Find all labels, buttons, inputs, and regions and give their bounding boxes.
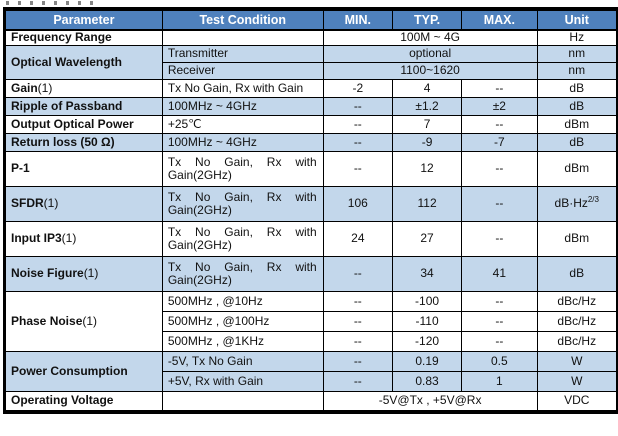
- condition-cell: Tx No Gain, Rx with Gain(2GHz): [162, 256, 323, 291]
- merged-value-cell: 100M ~ 4G: [323, 30, 537, 45]
- typ-value: ±1.2: [392, 97, 461, 115]
- condition-cell: Tx No Gain, Rx with Gain(2GHz): [162, 186, 323, 221]
- unit-cell: nm: [537, 45, 616, 62]
- max-value: --: [462, 151, 537, 186]
- condition-cell: Transmitter: [162, 45, 323, 62]
- condition-cell: Tx No Gain, Rx with Gain(2GHz): [162, 151, 323, 186]
- row-noise-figure: [6, 256, 617, 291]
- param-note: (1): [43, 196, 59, 210]
- param-cell: Ripple of Passband: [6, 97, 163, 115]
- max-value: --: [462, 79, 537, 97]
- unit-cell: dBm: [537, 221, 616, 256]
- min-value: --: [323, 291, 392, 311]
- unit-base: dB·Hz: [554, 196, 588, 210]
- spec-table-frame: [3, 7, 618, 414]
- unit-cell: W: [537, 371, 616, 391]
- max-value: --: [462, 291, 537, 311]
- max-value: -7: [462, 133, 537, 151]
- unit-superscript: 2/3: [587, 195, 599, 204]
- param-cell: [6, 186, 163, 221]
- param-label: SFDR: [11, 196, 44, 210]
- param-label: Input IP3: [11, 231, 62, 245]
- min-value: --: [323, 151, 392, 186]
- max-value: --: [462, 115, 537, 133]
- col-header-parameter: Parameter: [6, 11, 163, 31]
- param-cell: Return loss (50 Ω): [6, 133, 163, 151]
- unit-cell: Hz: [537, 30, 616, 45]
- col-header-max: MAX.: [462, 11, 537, 31]
- row-return-loss: [6, 133, 617, 151]
- max-value: ±2: [462, 97, 537, 115]
- row-gain: [6, 79, 617, 97]
- max-value: --: [462, 311, 537, 331]
- typ-value: 0.83: [392, 371, 461, 391]
- param-cell: Frequency Range: [6, 30, 163, 45]
- condition-cell: +5V, Rx with Gain: [162, 371, 323, 391]
- min-value: --: [323, 311, 392, 331]
- typ-value: 112: [392, 186, 461, 221]
- min-value: --: [323, 371, 392, 391]
- unit-cell: dB: [537, 133, 616, 151]
- condition-cell: [162, 30, 323, 45]
- max-value: --: [462, 331, 537, 351]
- condition-cell: Tx No Gain, Rx with Gain: [162, 79, 323, 97]
- unit-cell: dBc/Hz: [537, 291, 616, 311]
- unit-cell: dBc/Hz: [537, 311, 616, 331]
- param-cell: [6, 256, 163, 291]
- typ-value: -100: [392, 291, 461, 311]
- col-header-test-condition: Test Condition: [162, 11, 323, 31]
- min-value: --: [323, 97, 392, 115]
- typ-value: -120: [392, 331, 461, 351]
- col-header-unit: Unit: [537, 11, 616, 31]
- max-value: --: [462, 186, 537, 221]
- unit-cell: dBc/Hz: [537, 331, 616, 351]
- condition-cell: 500MHz , @10Hz: [162, 291, 323, 311]
- unit-cell: dB: [537, 79, 616, 97]
- typ-value: 7: [392, 115, 461, 133]
- typ-value: 0.19: [392, 351, 461, 371]
- typ-value: 12: [392, 151, 461, 186]
- condition-cell: Tx No Gain, Rx with Gain(2GHz): [162, 221, 323, 256]
- typ-value: 27: [392, 221, 461, 256]
- condition-cell: 500MHz , @1KHz: [162, 331, 323, 351]
- unit-cell: W: [537, 351, 616, 371]
- unit-cell: [537, 186, 616, 221]
- condition-cell: 100MHz ~ 4GHz: [162, 133, 323, 151]
- row-output-optical-power: [6, 115, 617, 133]
- param-label: Phase Noise: [11, 313, 83, 328]
- min-value: --: [323, 115, 392, 133]
- max-value: 41: [462, 256, 537, 291]
- condition-cell: +25℃: [162, 115, 323, 133]
- param-note: (1): [82, 313, 98, 328]
- condition-cell: 100MHz ~ 4GHz: [162, 97, 323, 115]
- condition-cell: 500MHz , @100Hz: [162, 311, 323, 331]
- clipped-text-remnant: [6, 1, 98, 5]
- row-input-ip3: [6, 221, 617, 256]
- unit-cell: VDC: [537, 391, 616, 410]
- param-label: Noise Figure: [11, 266, 84, 280]
- param-note: (1): [83, 266, 99, 280]
- merged-value-cell: optional: [323, 45, 537, 62]
- row-sfdr: [6, 186, 617, 221]
- unit-cell: dB: [537, 97, 616, 115]
- header-row: [6, 11, 617, 31]
- min-value: --: [323, 133, 392, 151]
- param-cell: [6, 221, 163, 256]
- row-optical-wavelength-transmitter: [6, 45, 617, 62]
- typ-value: 34: [392, 256, 461, 291]
- row-phase-noise-10hz: [6, 291, 617, 311]
- max-value: 0.5: [462, 351, 537, 371]
- unit-cell: nm: [537, 62, 616, 79]
- row-power-consumption-tx: [6, 351, 617, 371]
- row-ripple: [6, 97, 617, 115]
- condition-cell: Receiver: [162, 62, 323, 79]
- param-cell: [6, 79, 163, 97]
- min-value: --: [323, 256, 392, 291]
- min-value: 106: [323, 186, 392, 221]
- typ-value: -9: [392, 133, 461, 151]
- param-label: Gain: [11, 80, 38, 95]
- param-cell: Power Consumption: [6, 351, 163, 391]
- max-value: 1: [462, 371, 537, 391]
- param-note: (1): [37, 80, 53, 95]
- typ-value: 4: [392, 79, 461, 97]
- param-cell: Operating Voltage: [6, 391, 163, 410]
- row-frequency-range: [6, 30, 617, 45]
- param-cell: P-1: [6, 151, 163, 186]
- merged-value-cell: -5V@Tx , +5V@Rx: [323, 391, 537, 410]
- param-note: (1): [61, 231, 77, 245]
- param-cell: Output Optical Power: [6, 115, 163, 133]
- min-value: --: [323, 331, 392, 351]
- max-value: --: [462, 221, 537, 256]
- merged-value-cell: 1100~1620: [323, 62, 537, 79]
- row-p1: [6, 151, 617, 186]
- col-header-typ: TYP.: [392, 11, 461, 31]
- param-cell: [6, 291, 163, 351]
- min-value: -2: [323, 79, 392, 97]
- col-header-min: MIN.: [323, 11, 392, 31]
- condition-cell: -5V, Tx No Gain: [162, 351, 323, 371]
- spec-table: [5, 10, 617, 411]
- row-operating-voltage: [6, 391, 617, 410]
- condition-cell: [162, 391, 323, 410]
- unit-cell: dB: [537, 256, 616, 291]
- unit-cell: dBm: [537, 115, 616, 133]
- min-value: --: [323, 351, 392, 371]
- typ-value: -110: [392, 311, 461, 331]
- param-cell: Optical Wavelength: [6, 45, 163, 79]
- min-value: 24: [323, 221, 392, 256]
- unit-cell: dBm: [537, 151, 616, 186]
